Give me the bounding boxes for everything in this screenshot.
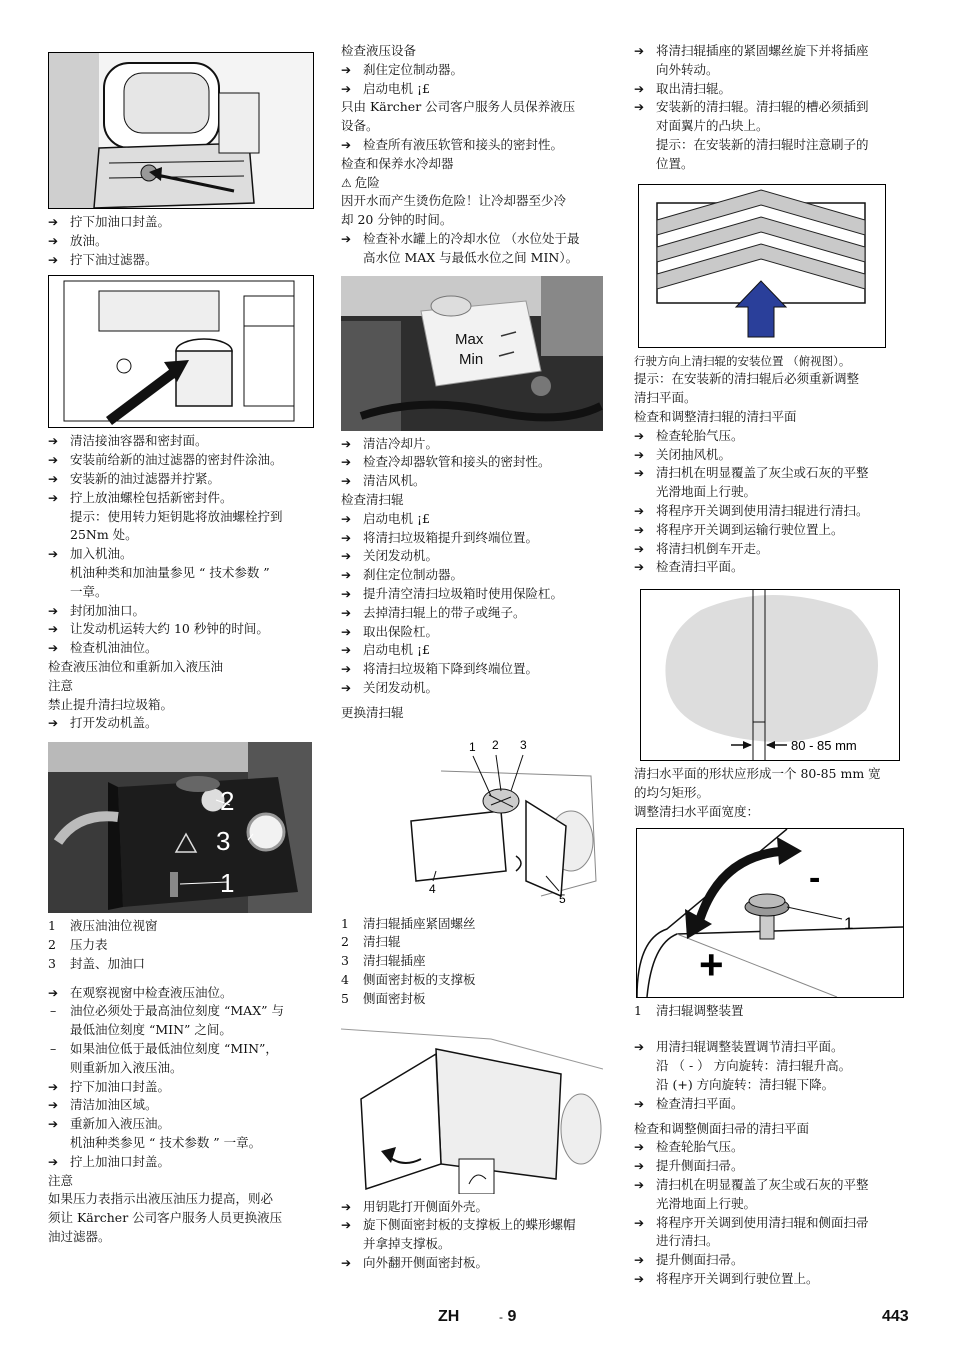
tip-text: 提示：在安装新的清扫辊时注意刷子的: [656, 136, 869, 152]
figure-oil-filter: [48, 275, 314, 428]
section-heading: 检查和保养水冷却器: [341, 155, 454, 171]
step: ➔ 封闭加油口。: [48, 602, 318, 621]
step: ➔ 检查清扫平面。: [634, 558, 906, 577]
footer-page: - 9: [499, 1308, 517, 1325]
step: ➔ 提升清空清扫垃圾箱时使用保险杠。: [341, 585, 616, 604]
body-text: 的均匀矩形。: [634, 784, 710, 800]
step: ➔ 提升侧面扫帚。: [634, 1157, 906, 1176]
step: ➔ 安装新的油过滤器并拧紧。: [48, 470, 318, 489]
figure-roller-parts: [341, 731, 603, 911]
step: ➔ 检查机油油位。: [48, 639, 318, 658]
legend-item: 1 液压油油位视窗: [48, 918, 158, 934]
step-cont: 进行清扫。: [656, 1233, 719, 1249]
step: ➔ 重新加入液压油。: [48, 1115, 318, 1134]
step: ➔ 用清扫辊调整装置调节清扫平面。: [634, 1038, 906, 1057]
step: ➔ 启动电机 ¡£: [341, 641, 616, 660]
body-text: 调整清扫水平面宽度：: [634, 803, 760, 819]
step: ➔ 检查轮胎气压。: [634, 1138, 906, 1157]
condition: 则重新加入液压油。: [70, 1059, 183, 1075]
fig-label: 1: [469, 739, 476, 754]
step: ➔ 将程序开关调到运输行驶位置上。: [634, 521, 906, 540]
step: ➔ 拧上放油螺栓包括新密封件。: [48, 489, 318, 508]
note-text: 禁止提升清扫垃圾箱。: [48, 696, 174, 712]
max-label: Max: [455, 330, 484, 348]
section-heading: 检查和调整清扫辊的清扫平面: [634, 408, 797, 424]
legend-item: 1 清扫辊调整装置: [634, 1002, 744, 1018]
note-text: 机油种类和加油量参见 “ 技术参数 ”: [70, 564, 270, 580]
legend-item: 5 侧面密封板: [341, 990, 426, 1006]
fig-label: 4: [429, 881, 436, 896]
step-cont: 高水位 MAX 与最低水位之间 MIN）。: [363, 249, 579, 265]
figure-coolant-tank: [341, 276, 603, 431]
warning-triangle-icon: ⚠: [341, 175, 352, 190]
section-heading: 检查清扫辊: [341, 491, 404, 507]
step: ➔ 检查所有液压软管和接头的密封性。: [341, 136, 616, 155]
step: ➔ 清扫机在明显覆盖了灰尘或石灰的平整: [634, 464, 906, 483]
step-cont: 并拿掉支撑板。: [363, 1236, 451, 1252]
step: ➔ 安装新的清扫辊。清扫辊的槽必须插到: [634, 98, 906, 117]
step: ➔ 将清扫辊插座的紧固螺丝旋下并将插座: [634, 42, 906, 61]
fig-label: 1: [220, 868, 235, 899]
tip-text: 位置。: [656, 155, 694, 171]
footer-page-number: 9: [503, 1308, 517, 1325]
step: ➔ 取出保险杠。: [341, 623, 616, 642]
step: ➔ 启动电机 ¡£: [341, 80, 616, 99]
step: ➔ 刹住定位制动器。: [341, 61, 616, 80]
step: ➔ 取出清扫辊。: [634, 80, 906, 99]
note-text: 一章。: [70, 583, 108, 599]
step: ➔ 将程序开关调到使用清扫辊进行清扫。: [634, 502, 906, 521]
step: ➔ 打开发动机盖。: [48, 714, 318, 733]
column-3: [634, 42, 906, 1289]
condition: – 油位必须处于最高油位刻度 “MAX” 与: [48, 1002, 318, 1021]
step: ➔ 清洁风机。: [341, 472, 616, 491]
fig-label: 3: [520, 737, 527, 752]
step: ➔ 去掉清扫辊上的带子或绳子。: [341, 604, 616, 623]
fig-label: 2: [492, 737, 499, 752]
step: ➔ 让发动机运转大约 10 秒钟的时间。: [48, 620, 318, 639]
fig-label: 3: [216, 826, 231, 857]
figure-adjust-knob: [636, 828, 904, 998]
step: ➔ 向外翻开侧面密封板。: [341, 1254, 616, 1273]
step: ➔ 刹住定位制动器。: [341, 566, 616, 585]
step-cont: 光滑地面上行驶。: [656, 1195, 757, 1211]
note-text: 设备。: [341, 118, 379, 134]
legend-item: 4 侧面密封板的支撑板: [341, 971, 476, 987]
fig-label: 5: [559, 891, 566, 906]
step: ➔ 拧下加油口封盖。: [48, 213, 318, 232]
step: ➔ 启动电机 ¡£: [341, 510, 616, 529]
figure-hydraulic-tank: [48, 742, 312, 913]
legend-item: 1 清扫辊插座紧固螺丝: [341, 915, 476, 931]
section-heading: 检查液压油位和重新加入液压油: [48, 658, 224, 674]
step: ➔ 将清扫垃圾箱提升到终端位置。: [341, 529, 616, 548]
note-text: 须让 Kärcher 公司客户服务人员更换液压: [48, 1210, 283, 1226]
note-text: 如果压力表指示出液压油压力提高，则必: [48, 1191, 274, 1207]
footer-total-page: 443: [882, 1308, 909, 1325]
section-heading: 更换清扫辊: [341, 704, 404, 720]
fig-label: 2: [220, 786, 235, 817]
step-cont: 对面翼片的凸块上。: [656, 118, 769, 134]
step: ➔ 关闭抽风机。: [634, 446, 906, 465]
step: ➔ 检查冷却器软管和接头的密封性。: [341, 453, 616, 472]
note-label: 注意: [48, 1172, 74, 1188]
step: ➔ 安装前给新的油过滤器的密封件涂油。: [48, 451, 318, 470]
note-text: 机油种类参见 “ 技术参数 ” 一章。: [70, 1134, 262, 1150]
step: ➔ 在观察视窗中检查液压油位。: [48, 984, 318, 1003]
footer-language: ZH: [438, 1308, 460, 1325]
step: ➔ 将程序开关调到使用清扫辊和侧面扫帚: [634, 1214, 906, 1233]
section-heading: 检查和调整侧面扫帚的清扫平面: [634, 1120, 810, 1136]
condition: – 如果油位低于最低油位刻度 “MIN”，: [48, 1040, 318, 1059]
step: ➔ 将清扫机倒车开走。: [634, 540, 906, 559]
step: ➔ 关闭发动机。: [341, 679, 616, 698]
step: ➔ 将清扫垃圾箱下降到终端位置。: [341, 660, 616, 679]
step-cont: 沿 (+) 方向旋转：清扫辊下降。: [656, 1076, 835, 1092]
danger-label: ⚠ 危险: [341, 174, 380, 190]
minus-label: -: [809, 858, 821, 897]
legend-item: 3 封盖、加油口: [48, 955, 146, 971]
width-label: 80 - 85 mm: [791, 738, 857, 754]
figure-roller-chevron: [638, 184, 886, 348]
danger-text: 却 20 分钟的时间。: [341, 212, 453, 228]
step: ➔ 拧下加油口封盖。: [48, 1078, 318, 1097]
step: ➔ 清洁冷却片。: [341, 435, 616, 454]
step: ➔ 清洁接油容器和密封面。: [48, 432, 318, 451]
legend-item: 2 压力表: [48, 936, 108, 952]
condition: 最低油位刻度 “MIN” 之间。: [70, 1022, 232, 1038]
step: ➔ 提升侧面扫帚。: [634, 1251, 906, 1270]
tip-text: 提示：在安装新的清扫辊后必须重新调整: [634, 371, 860, 387]
column-1: [48, 42, 318, 1247]
step-cont: 光滑地面上行驶。: [656, 484, 757, 500]
figure-side-cover: [341, 1019, 603, 1194]
plus-label: +: [699, 940, 724, 988]
step: ➔ 清洁加油区域。: [48, 1096, 318, 1115]
step: ➔ 清扫机在明显覆盖了灰尘或石灰的平整: [634, 1176, 906, 1195]
fig-label: 1: [844, 913, 854, 933]
step: ➔ 拧上加油口封盖。: [48, 1153, 318, 1172]
body-text: 清扫水平面的形状应形成一个 80-85 mm 宽: [634, 766, 881, 782]
note-text: 只由 Kärcher 公司客户服务人员保养液压: [341, 99, 576, 115]
note-label: 注意: [48, 677, 74, 693]
tip-text: 清扫平面。: [634, 390, 697, 406]
step: ➔ 用钥匙打开侧面外壳。: [341, 1198, 616, 1217]
column-2: [341, 42, 616, 1273]
danger-text: 因开水而产生烫伤危险！让冷却器至少冷: [341, 193, 567, 209]
step: ➔ 检查清扫平面。: [634, 1095, 906, 1114]
legend-item: 2 清扫辊: [341, 934, 401, 950]
step: ➔ 加入机油。: [48, 545, 318, 564]
step: ➔ 将程序开关调到行驶位置上。: [634, 1270, 906, 1289]
figure-caption: 行驶方向上清扫辊的安装位置 （俯视图）。: [634, 353, 851, 368]
figure-oil-drain: [48, 52, 314, 209]
step: ➔ 关闭发动机。: [341, 547, 616, 566]
min-label: Min: [459, 350, 484, 368]
note-text: 油过滤器。: [48, 1228, 111, 1244]
tip-text: 提示：使用转力矩钥匙将放油螺栓拧到: [70, 508, 283, 524]
step: ➔ 拧下油过滤器。: [48, 251, 318, 270]
step: ➔ 检查补水罐上的冷却水位 （水位处于最: [341, 230, 616, 249]
step-cont: 沿 （ - ） 方向旋转：清扫辊升高。: [656, 1058, 852, 1074]
tip-text: 25Nm 处。: [70, 527, 138, 543]
step-cont: 向外转动。: [656, 61, 719, 77]
step: ➔ 旋下侧面密封板的支撑板上的蝶形螺帽: [341, 1216, 616, 1235]
figure-sweep-plane: [640, 589, 900, 761]
section-heading: 检查液压设备: [341, 43, 417, 58]
step: ➔ 放油。: [48, 232, 318, 251]
step: ➔ 检查轮胎气压。: [634, 427, 906, 446]
legend-item: 3 清扫辊插座: [341, 953, 426, 969]
